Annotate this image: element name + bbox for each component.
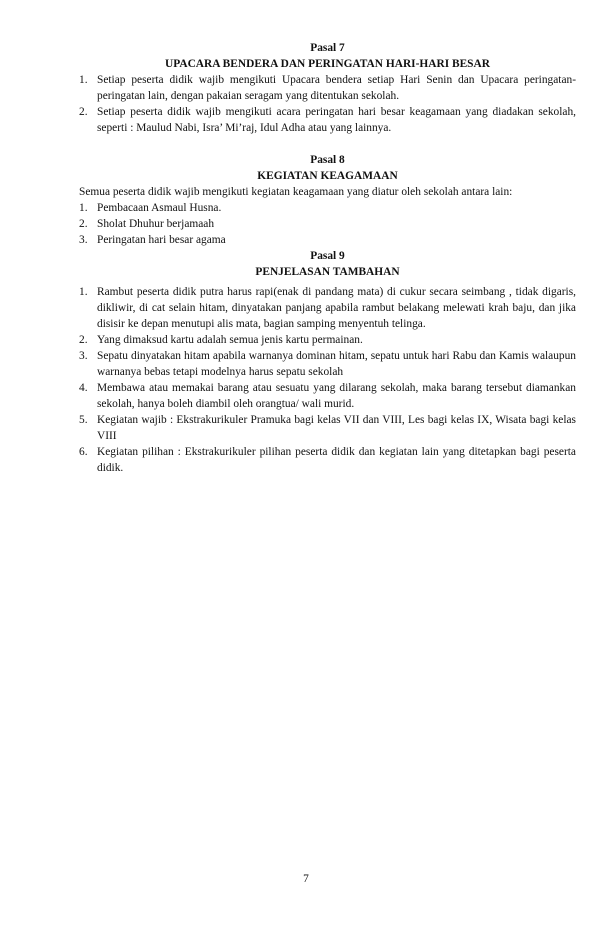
section-intro: Semua peserta didik wajib mengikuti kegiatan keagamaan yang diatur oleh sekolah antara lain: (79, 186, 513, 198)
section-title: KEGIATAN KEAGAMAAN (257, 170, 398, 182)
list-number: 2. (79, 218, 88, 230)
list-item (79, 200, 576, 216)
list-item (79, 284, 576, 332)
list-number: 2. (79, 106, 88, 118)
list-number: 6. (79, 446, 88, 458)
list-item (79, 232, 576, 248)
list-number: 5. (79, 414, 88, 426)
list-item (79, 412, 576, 444)
section-pasal-8 (79, 152, 576, 248)
list-text: Sepatu dinyatakan hitam apabila warnanya dominan hitam, sepatu untuk hari Rabu dan Kamis walaupun warnanya bebas tetapi modelnya harus sepatu sekolah (97, 350, 576, 378)
section-pasal-9 (79, 248, 576, 476)
list-number: 4. (79, 382, 88, 394)
list-text: Kegiatan wajib : Ekstrakurikuler Pramuka bagi kelas VII dan VIII, Les bagi kelas IX, Wisata bagi kelas VIII (97, 414, 576, 442)
list-number: 2. (79, 334, 88, 346)
list-number: 1. (79, 202, 88, 214)
pasal-heading: Pasal 7 (310, 42, 345, 54)
list-number: 1. (79, 74, 88, 86)
list-item (79, 380, 576, 412)
list-number: 3. (79, 234, 88, 246)
list-text: Rambut peserta didik putra harus rapi(enak di pandang mata) di cukur secara seimbang , tidak digaris, dikliwir, di cat selain hitam, dinyatakan panjang apabila rambut belakang melewati krah baju, dan jika disisir ke depan menutupi alis mata, bagian samping menyentuh telinga. (97, 286, 576, 330)
section-title: UPACARA BENDERA DAN PERINGATAN HARI-HARI BESAR (165, 58, 490, 70)
list-text: Sholat Dhuhur berjamaah (97, 218, 215, 230)
list-text: Peringatan hari besar agama (97, 234, 226, 246)
spacer (79, 136, 576, 152)
list-item (79, 216, 576, 232)
list-item (79, 72, 576, 104)
list-text: Kegiatan pilihan : Ekstrakurikuler pilihan peserta didik dan kegiatan lain yang ditetapkan bagi peserta didik. (97, 446, 576, 474)
document-page (79, 40, 576, 476)
numbered-list (79, 284, 576, 476)
list-text: Membawa atau memakai barang atau sesuatu yang dilarang sekolah, maka barang tersebut diamankan sekolah, hanya boleh diambil oleh orangtua/ wali murid. (97, 382, 576, 410)
section-title: PENJELASAN TAMBAHAN (255, 266, 400, 278)
list-text: Setiap peserta didik wajib mengikuti Upacara bendera setiap Hari Senin dan Upacara peringatan-peringatan lain, dengan pakaian seragam yang ditentukan sekolah. (97, 74, 576, 102)
list-text: Setiap peserta didik wajib mengikuti acara peringatan hari besar keagamaan yang diadakan sekolah, seperti : Maulud Nabi, Isra’ Mi’raj, Idul Adha atau yang lainnya. (97, 106, 576, 134)
list-item (79, 348, 576, 380)
numbered-list (79, 72, 576, 136)
numbered-list (79, 200, 576, 248)
list-text: Pembacaan Asmaul Husna. (97, 202, 222, 214)
pasal-heading: Pasal 8 (310, 154, 345, 166)
list-number: 3. (79, 350, 88, 362)
list-item (79, 332, 576, 348)
list-item (79, 444, 576, 476)
list-number: 1. (79, 286, 88, 298)
pasal-heading: Pasal 9 (310, 250, 345, 262)
list-text: Yang dimaksud kartu adalah semua jenis kartu permainan. (97, 334, 363, 346)
page-number: 7 (303, 873, 309, 885)
list-item (79, 104, 576, 136)
section-pasal-7 (79, 40, 576, 136)
